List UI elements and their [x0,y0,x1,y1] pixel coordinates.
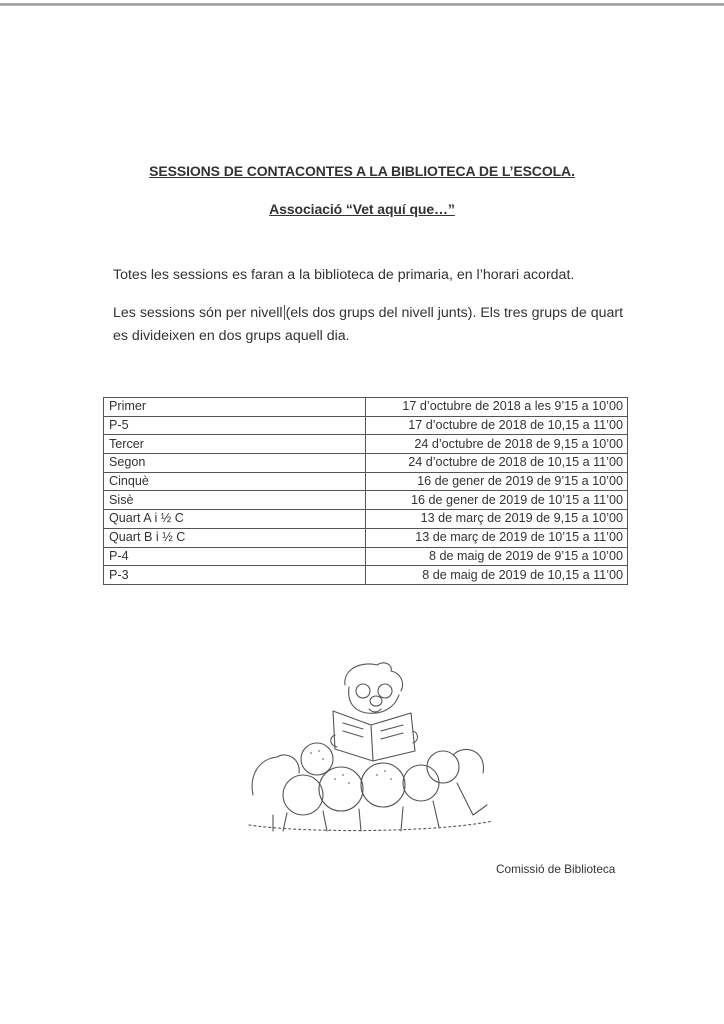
schedule-level: P-5 [104,416,366,435]
schedule-date: 8 de maig de 2019 de 10,15 a 11’00 [366,566,628,585]
hair-dots [310,750,392,784]
storyteller-illustration [243,655,498,835]
schedule-level: Cinquè [104,472,366,491]
schedule-date: 17 d’octubre de 2018 a les 9’15 a 10’00 [366,398,628,417]
document-title: SESSIONS DE CONTACONTES A LA BIBLIOTECA DE L’ESCOLA. [149,163,575,179]
schedule-level: Quart B i ½ C [104,528,366,547]
child-head-4 [403,765,439,801]
schedule-row [104,416,628,435]
paragraph-location: Totes les sessions es faran a la biblioteca de primaria, en l’horari acordat. [113,267,575,283]
schedule-table [103,397,628,585]
child-left-hair [252,755,299,795]
schedule-row [104,491,628,510]
paragraph-groups-start: Les sessions són per nivell [113,305,283,321]
schedule-date: 13 de març de 2019 de 10’15 a 11’00 [366,528,628,547]
schedule-row [104,566,628,585]
schedule-row [104,472,628,491]
schedule-level: Segon [104,454,366,473]
schedule-row [104,398,628,417]
child-head-1 [283,775,323,815]
open-book [333,711,415,761]
signature-committee: Comissió de Biblioteca [496,862,616,876]
storyteller-hands [331,731,418,747]
schedule-date: 16 de gener de 2019 de 10’15 a 11’00 [366,491,628,510]
schedule-level: Sisè [104,491,366,510]
schedule-date: 24 d’octubre de 2018 de 9,15 a 10’00 [366,435,628,454]
child-head-5 [427,751,459,783]
storyteller-mouth [369,709,381,712]
document-subtitle: Associació “Vet aquí que…” [269,201,455,217]
scan-top-edge [0,3,724,6]
storyteller-glasses-right [378,684,392,698]
schedule-row [104,454,628,473]
schedule-row [104,435,628,454]
schedule-level: Tercer [104,435,366,454]
child-head-3 [361,763,405,807]
paragraph-groups [113,302,633,348]
schedule-date: 13 de març de 2019 de 9,15 a 10’00 [366,510,628,529]
child-head-6 [301,743,333,775]
schedule-row [104,547,628,566]
paragraph-groups-end: (els dos grups del nivell junts). Els tres grups de quart es divideixen en dos grups aquell dia. [113,305,624,344]
schedule-level: Quart A i ½ C [104,510,366,529]
schedule-level: P-3 [104,566,366,585]
schedule-level: Primer [104,398,366,417]
schedule-row [104,510,628,529]
schedule-row [104,528,628,547]
schedule-date: 8 de maig de 2019 de 9’15 a 10’00 [366,547,628,566]
schedule-date: 24 d’octubre de 2018 de 10,15 a 11’00 [366,454,628,473]
schedule-date: 16 de gener de 2019 de 9’15 a 10’00 [366,472,628,491]
schedule-level: P-4 [104,547,366,566]
book-lines [343,723,403,739]
ground-line [249,821,493,831]
storyteller-glasses-left [356,684,370,698]
schedule-date: 17 d’octubre de 2018 de 10,15 a 11’00 [366,416,628,435]
storyteller-hair [345,663,403,691]
storyteller-nose [370,696,382,706]
child-head-2 [319,767,363,811]
